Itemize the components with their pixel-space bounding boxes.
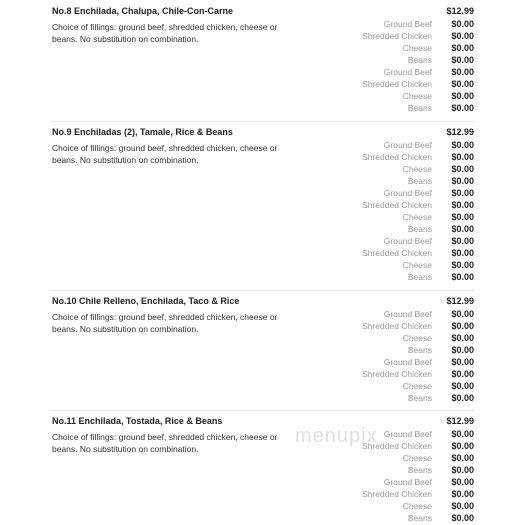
option-label: Cheese — [402, 260, 432, 270]
option-row[interactable] — [362, 66, 474, 78]
option-price: $0.00 — [451, 477, 474, 487]
option-label: Cheese — [402, 453, 432, 463]
option-label: Beans — [407, 103, 432, 113]
item-description: Choice of fillings: ground beef, shredded chicken, cheese or beans. No substitution on combination. — [52, 22, 278, 44]
item-title: No.8 Enchilada, Chalupa, Chile-Con-Carne — [52, 6, 234, 16]
item-title: No.9 Enchiladas (2), Tamale, Rice & Beans — [52, 127, 233, 137]
divider — [50, 121, 475, 122]
option-price: $0.00 — [451, 465, 474, 475]
option-row[interactable] — [362, 30, 474, 42]
option-price: $0.00 — [451, 381, 474, 391]
option-row[interactable] — [362, 259, 474, 271]
option-row[interactable] — [362, 380, 474, 392]
option-row[interactable] — [362, 488, 474, 500]
option-price: $0.00 — [451, 164, 474, 174]
option-price: $0.00 — [451, 19, 474, 29]
option-row[interactable] — [362, 18, 474, 30]
option-label: Ground Beef — [383, 140, 432, 150]
option-label: Beans — [407, 513, 432, 523]
option-price: $0.00 — [451, 501, 474, 511]
option-label: Ground Beef — [383, 309, 432, 319]
option-label: Cheese — [402, 212, 432, 222]
option-label: Ground Beef — [383, 236, 432, 246]
option-label: Shredded Chicken — [362, 369, 432, 379]
option-price: $0.00 — [451, 152, 474, 162]
option-row[interactable] — [362, 356, 474, 368]
option-label: Beans — [407, 465, 432, 475]
option-label: Beans — [407, 345, 432, 355]
option-row[interactable] — [362, 78, 474, 90]
option-price: $0.00 — [451, 224, 474, 234]
item-description: Choice of fillings: ground beef, shredded chicken, cheese or beans. No substitution on combination. — [52, 143, 278, 165]
divider — [50, 290, 475, 291]
option-row[interactable] — [362, 440, 474, 452]
option-price: $0.00 — [451, 393, 474, 403]
options-list — [362, 18, 474, 114]
option-row[interactable] — [362, 271, 474, 283]
option-label: Ground Beef — [383, 67, 432, 77]
option-row[interactable] — [362, 500, 474, 512]
option-price: $0.00 — [451, 309, 474, 319]
option-label: Shredded Chicken — [362, 152, 432, 162]
option-row[interactable] — [362, 332, 474, 344]
option-row[interactable] — [362, 163, 474, 175]
option-label: Beans — [407, 393, 432, 403]
options-list — [362, 139, 474, 283]
item-price: $12.99 — [446, 296, 474, 306]
option-row[interactable] — [362, 175, 474, 187]
options-list — [362, 308, 474, 404]
option-row[interactable] — [362, 102, 474, 114]
option-row[interactable] — [362, 151, 474, 163]
option-label: Cheese — [402, 501, 432, 511]
option-label: Shredded Chicken — [362, 441, 432, 451]
option-label: Cheese — [402, 43, 432, 53]
option-label: Shredded Chicken — [362, 200, 432, 210]
option-price: $0.00 — [451, 55, 474, 65]
option-row[interactable] — [362, 428, 474, 440]
option-label: Cheese — [402, 164, 432, 174]
item-description: Choice of fillings: ground beef, shredded chicken, cheese or beans. No substitution on combination. — [52, 432, 278, 454]
option-price: $0.00 — [451, 91, 474, 101]
option-row[interactable] — [362, 199, 474, 211]
option-price: $0.00 — [451, 441, 474, 451]
option-label: Beans — [407, 272, 432, 282]
option-row[interactable] — [362, 464, 474, 476]
item-price: $12.99 — [446, 416, 474, 426]
option-price: $0.00 — [451, 321, 474, 331]
option-row[interactable] — [362, 54, 474, 66]
option-label: Ground Beef — [383, 357, 432, 367]
item-price: $12.99 — [446, 6, 474, 16]
option-label: Ground Beef — [383, 188, 432, 198]
item-price: $12.99 — [446, 127, 474, 137]
item-title: No.10 Chile Relleno, Enchilada, Taco & Rice — [52, 296, 240, 306]
option-label: Cheese — [402, 91, 432, 101]
option-label: Beans — [407, 176, 432, 186]
option-price: $0.00 — [451, 188, 474, 198]
option-price: $0.00 — [451, 212, 474, 222]
option-price: $0.00 — [451, 79, 474, 89]
option-row[interactable] — [362, 139, 474, 151]
option-price: $0.00 — [451, 333, 474, 343]
divider — [50, 410, 475, 411]
option-row[interactable] — [362, 320, 474, 332]
option-row[interactable] — [362, 308, 474, 320]
watermark-logo: menupix — [295, 425, 378, 447]
option-price: $0.00 — [451, 140, 474, 150]
option-row[interactable] — [362, 476, 474, 488]
option-price: $0.00 — [451, 31, 474, 41]
option-price: $0.00 — [451, 513, 474, 523]
options-list — [362, 428, 474, 524]
option-label: Shredded Chicken — [362, 31, 432, 41]
option-price: $0.00 — [451, 236, 474, 246]
option-price: $0.00 — [451, 429, 474, 439]
option-label: Ground Beef — [383, 429, 432, 439]
option-row[interactable] — [362, 368, 474, 380]
option-row[interactable] — [362, 211, 474, 223]
option-price: $0.00 — [451, 103, 474, 113]
option-price: $0.00 — [451, 272, 474, 282]
option-row[interactable] — [362, 247, 474, 259]
option-label: Cheese — [402, 333, 432, 343]
option-row[interactable] — [362, 344, 474, 356]
item-description: Choice of fillings: ground beef, shredded chicken, cheese or beans. No substitution on combination. — [52, 312, 278, 334]
option-price: $0.00 — [451, 357, 474, 367]
option-price: $0.00 — [451, 248, 474, 258]
option-label: Beans — [407, 224, 432, 234]
option-price: $0.00 — [451, 453, 474, 463]
option-price: $0.00 — [451, 369, 474, 379]
option-price: $0.00 — [451, 489, 474, 499]
item-title: No.11 Enchilada, Tostada, Rice & Beans — [52, 416, 223, 426]
option-price: $0.00 — [451, 43, 474, 53]
option-label: Ground Beef — [383, 19, 432, 29]
option-row[interactable] — [362, 392, 474, 404]
option-row[interactable] — [362, 223, 474, 235]
option-row[interactable] — [362, 187, 474, 199]
option-row[interactable] — [362, 452, 474, 464]
option-price: $0.00 — [451, 67, 474, 77]
option-label: Shredded Chicken — [362, 321, 432, 331]
option-price: $0.00 — [451, 345, 474, 355]
option-label: Shredded Chicken — [362, 248, 432, 258]
option-label: Beans — [407, 55, 432, 65]
option-price: $0.00 — [451, 200, 474, 210]
option-row[interactable] — [362, 235, 474, 247]
option-row[interactable] — [362, 42, 474, 54]
option-price: $0.00 — [451, 260, 474, 270]
option-row[interactable] — [362, 90, 474, 102]
option-label: Shredded Chicken — [362, 79, 432, 89]
option-price: $0.00 — [451, 176, 474, 186]
option-label: Ground Beef — [383, 477, 432, 487]
option-label: Shredded Chicken — [362, 489, 432, 499]
option-label: Cheese — [402, 381, 432, 391]
option-row[interactable] — [362, 512, 474, 524]
